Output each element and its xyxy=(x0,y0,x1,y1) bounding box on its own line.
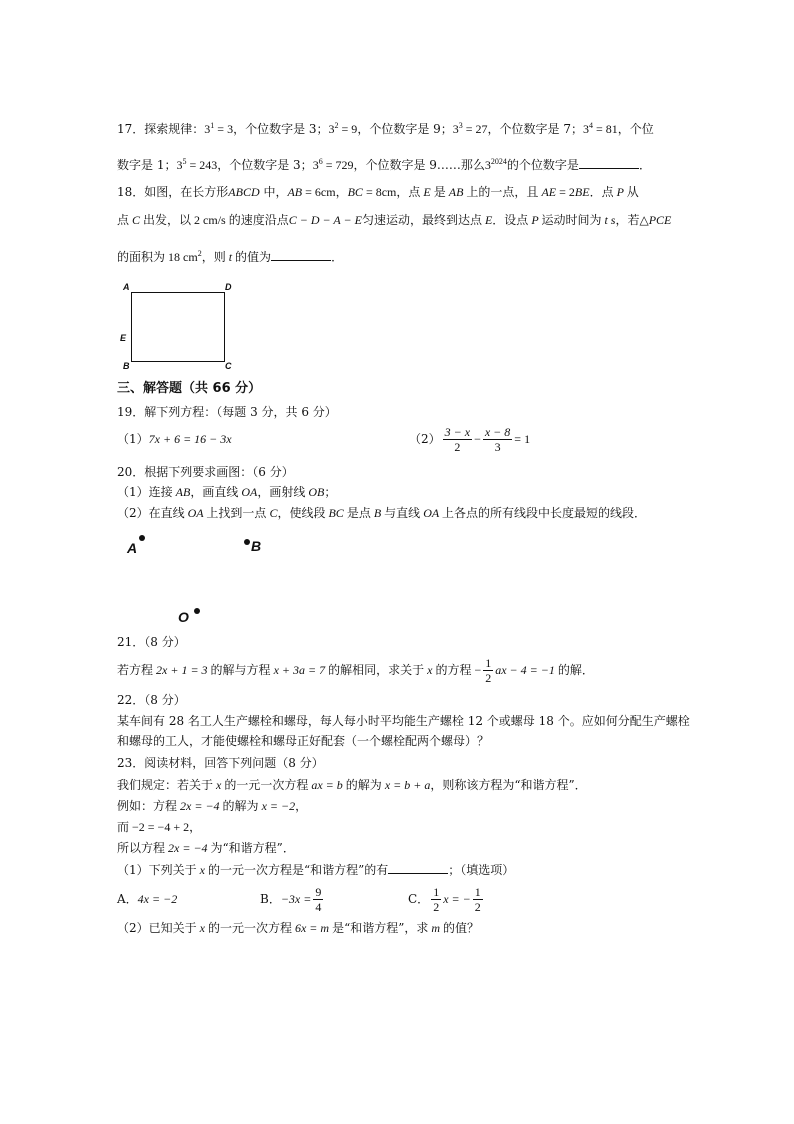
q22-line2: 和螺母的工人，才能使螺栓和螺母正好配套（一个螺栓配两个螺母）？ xyxy=(117,734,490,748)
answer-blank[interactable] xyxy=(579,157,639,169)
q19-part1: （1）7x + 6 = 16 − 3x xyxy=(117,432,232,446)
answer-blank[interactable] xyxy=(388,862,448,874)
q17-line1: 17．探索规律：$3^1 = 3$，个位数字是 3；$3^2 = 9$，个位数字是 9；$3^3 = 27$，个位数字是 7；$3^4 = 81$，个位 xyxy=(117,121,654,136)
q18-line1: 18．如图，在长方形ABCD 中，AB = 6cm，BC = 8cm，点 E 是 AB 上的一点，且 AE = 2BE．点 P 从 xyxy=(117,185,639,199)
point-B xyxy=(244,539,250,545)
q21-body: 若方程 2x + 1 = 3 的解与方程 x + 3a = 7 的解相同，求关于 x 的方程 − $\frac{1}{2}$ ax − 4 = −1 的解． xyxy=(117,656,594,685)
q19-title: 19．解下列方程：（每题 3 分，共 6 分） xyxy=(117,405,337,419)
point-A xyxy=(139,535,145,541)
q22-line1: 某车间有 28 名工人生产螺栓和螺母，每人每小时平均能生产螺栓 12 个或螺母 18 个。应如何分配生产螺栓 xyxy=(117,714,690,728)
section-heading: 三、解答题（共 66 分） xyxy=(117,381,262,396)
q23-example3: 所以方程 2x = −4 为“和谐方程”． xyxy=(117,841,295,855)
q23-part1: （1）下列关于 x 的一元一次方程是“和谐方程”的有 ；（填选项） xyxy=(117,863,515,877)
q23-example2: 而 −2 = −4 + 2， xyxy=(117,820,202,834)
q20-title: 20．根据下列要求画图：（6 分） xyxy=(117,465,294,479)
q23-part2: （2）已知关于 x 的一元一次方程 6x = m 是“和谐方程”，求 m 的值？ xyxy=(117,921,480,935)
point-O xyxy=(194,608,200,614)
label-E: E xyxy=(120,333,127,343)
q20-part1: （1）连接 AB，画直线 OA，画射线 OB； xyxy=(117,485,337,499)
q23-example1: 例如：方程 2x = −4 的解为 x = −2， xyxy=(117,799,308,813)
point-O-label: O xyxy=(178,609,189,625)
label-D: D xyxy=(225,282,232,292)
q17-line2: 数字是 1；$3^5 = 243$，个位数字是 3；$3^6 = 729$，个位数字是 9……那么$3^{2024}$的个位数字是 ． xyxy=(117,157,651,172)
label-B: B xyxy=(123,361,130,371)
answer-blank[interactable] xyxy=(271,249,331,261)
q20-part2: （2）在直线 OA 上找到一点 C，使线段 BC 是点 B 与直线 OA 上各点的所有线段中长度最短的线段． xyxy=(117,506,646,520)
q22-title: 22．（8 分） xyxy=(117,693,186,707)
q21-title: 21．（8 分） xyxy=(117,635,186,649)
q19-part2: （2） $\frac{3 - x}{2}$ − $\frac{x - 8}{3}$ = 1 xyxy=(409,425,531,454)
point-A-label: A xyxy=(127,540,138,556)
q23-option-A: A．4x = −2 xyxy=(117,892,178,906)
q18-line2: 点 C 出发，以 2 cm/s 的速度沿点C − D − A − E匀速运动，最终到达点 E．设点 P 运动时间为 t s，若△PCE xyxy=(117,213,672,227)
point-B-label: B xyxy=(251,538,262,554)
q23-rule: 我们规定：若关于 x 的一元一次方程 ax = b 的解为 x = b + a，则称该方程为“和谐方程”． xyxy=(117,778,587,792)
q23-option-C: C． $\frac{1}{2}$ x = − $\frac{1}{2}$ xyxy=(408,885,481,914)
q18-line3: 的面积为 18 $cm^2$，则 t 的值为 ． xyxy=(117,249,344,264)
label-C: C xyxy=(225,361,232,371)
q23-title: 23．阅读材料，回答下列问题（8 分） xyxy=(117,756,324,770)
q23-option-B: B．−3x = $\frac{9}{4}$ xyxy=(260,885,322,914)
rectangle-figure xyxy=(131,292,225,362)
label-A: A xyxy=(123,282,130,292)
